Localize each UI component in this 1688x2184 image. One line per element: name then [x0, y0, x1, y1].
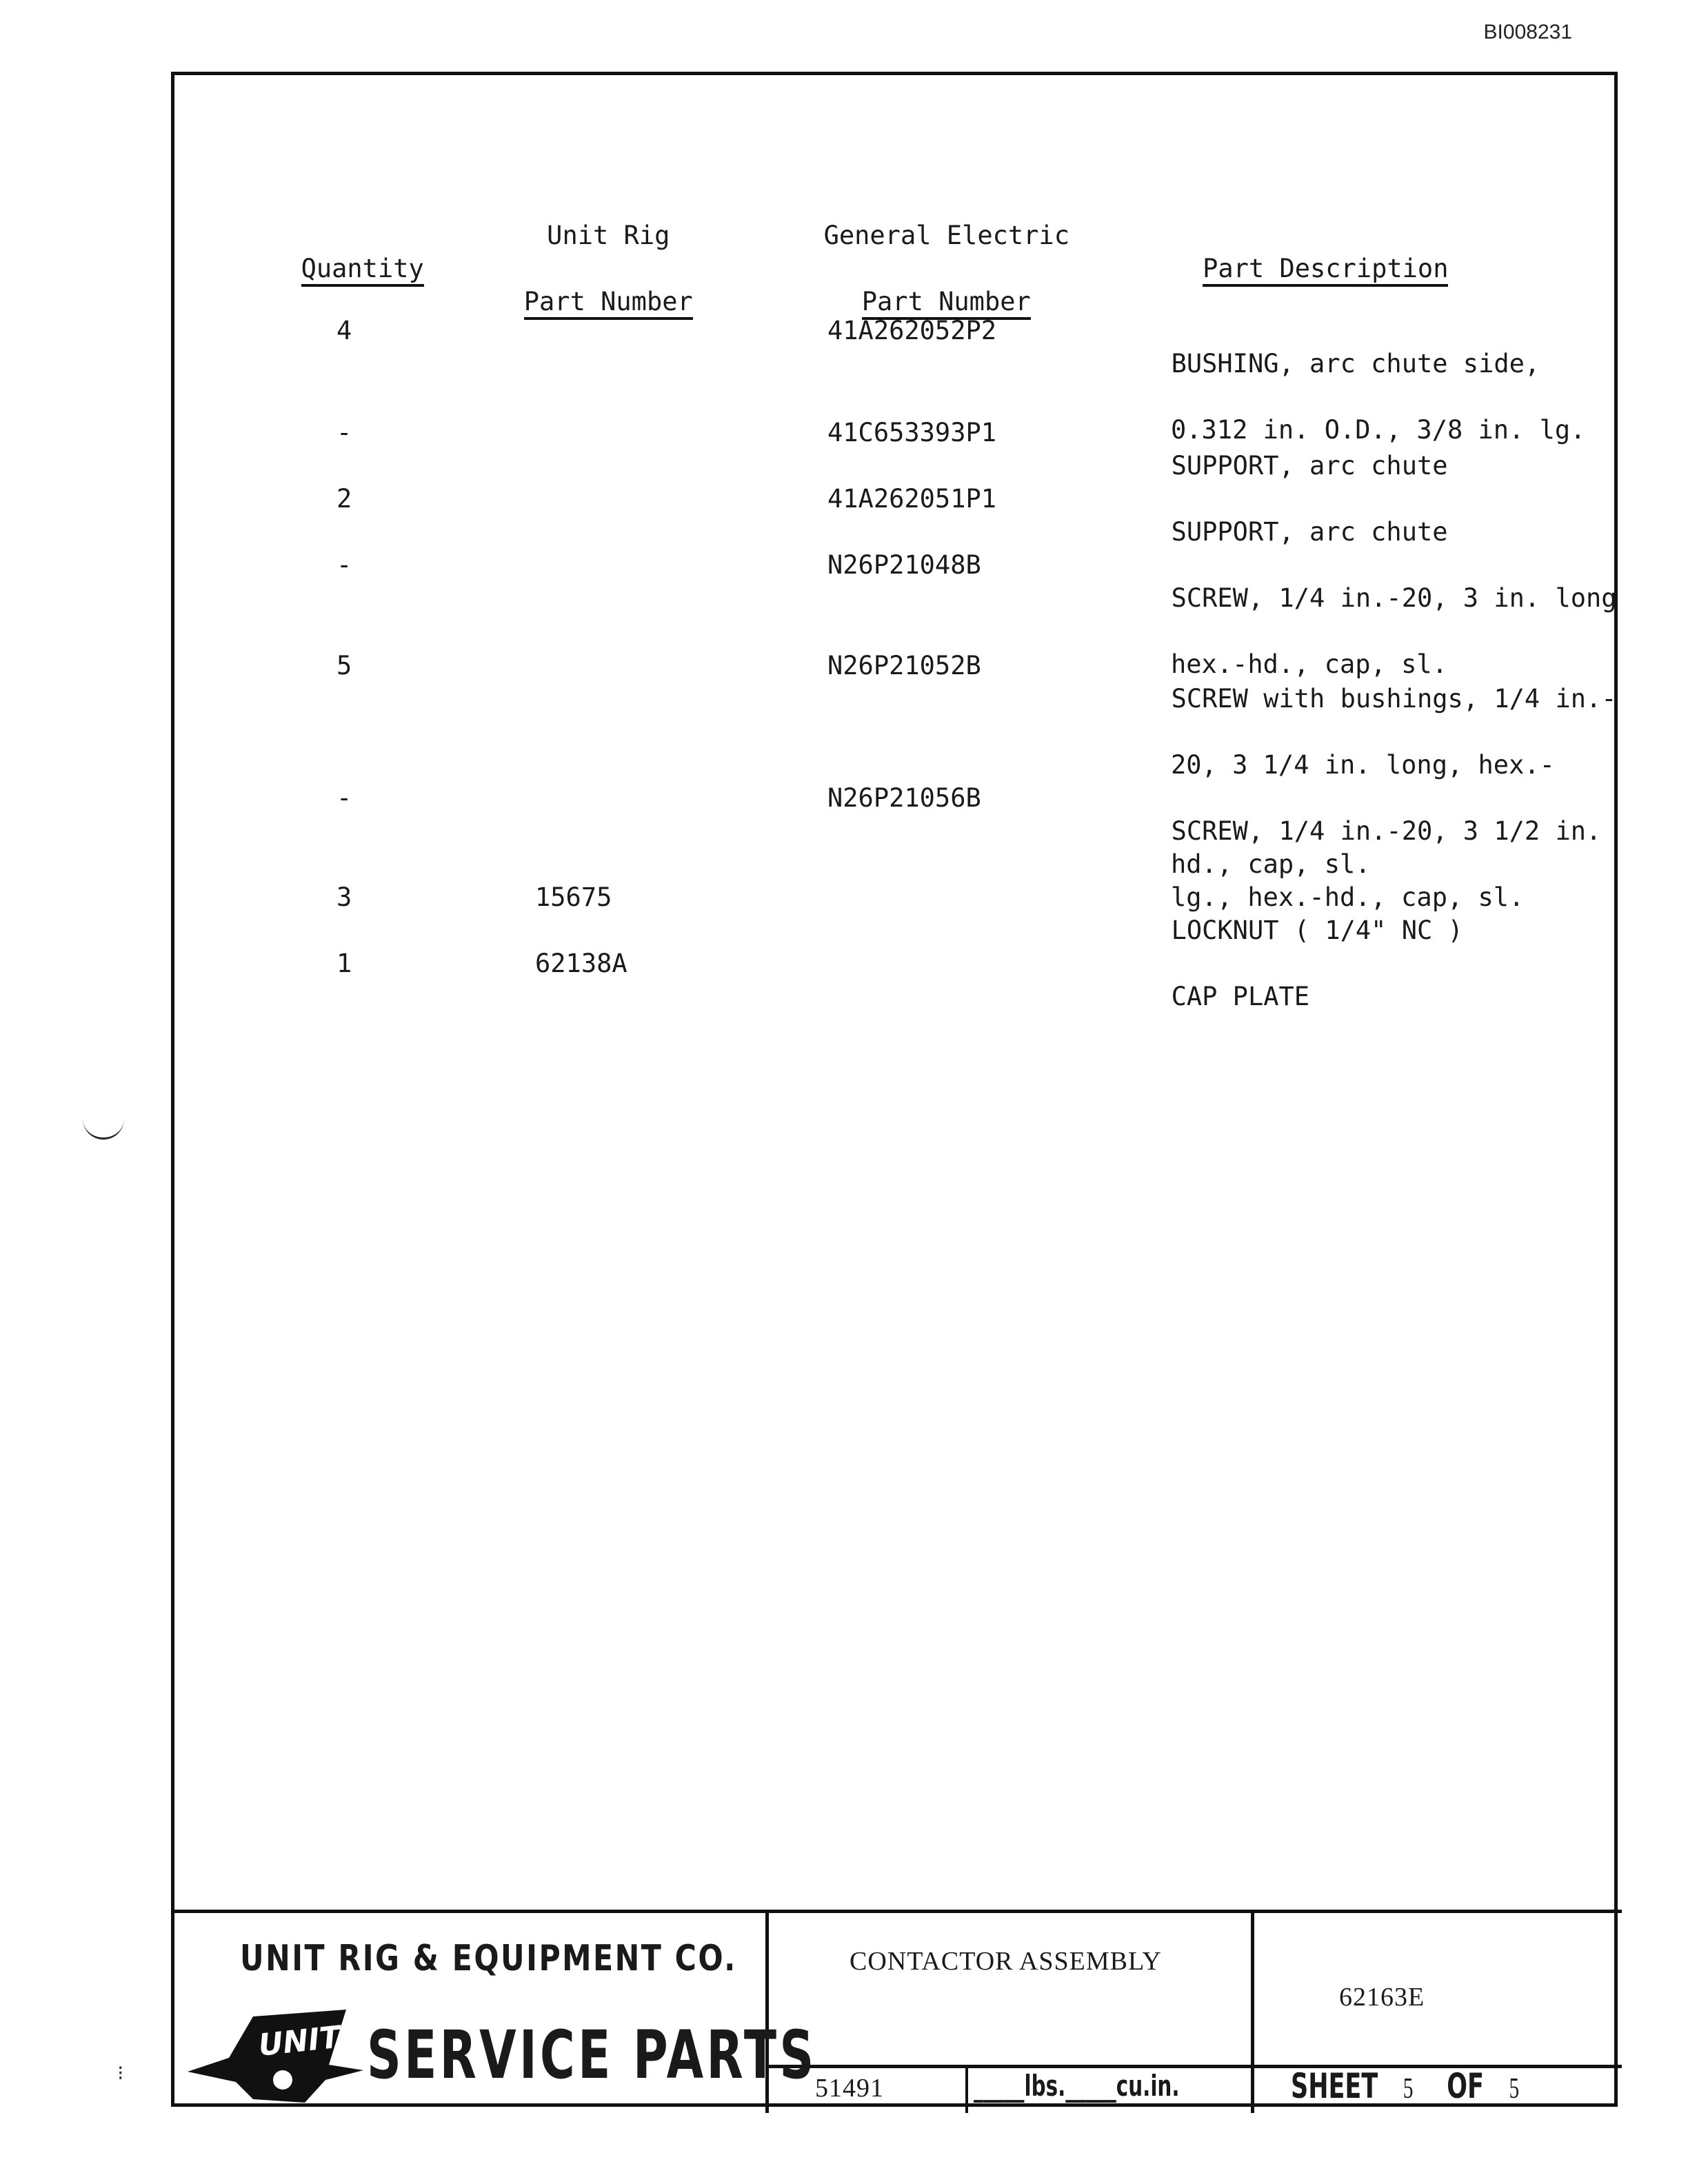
title-block: [174, 1910, 1622, 2112]
header-unit-rig: [483, 186, 703, 320]
row-description: [1141, 483, 1448, 549]
title-block-divider: [1251, 1913, 1254, 2113]
row-ge: N26P21052B: [827, 651, 981, 680]
service-parts-label: SERVICE PARTS: [367, 2016, 817, 2094]
header-description: [1165, 219, 1455, 287]
sheet-label: SHEET: [1291, 2066, 1378, 2106]
row-description: [1141, 416, 1448, 483]
header-unit-rig-line2: Part Number: [524, 287, 693, 320]
title-block-divider: [965, 2065, 968, 2113]
row-description-line1: LOCKNUT ( 1/4" NC ): [1171, 916, 1463, 945]
row-description-line1: SUPPORT, arc chute: [1171, 451, 1448, 481]
row-description: [1141, 947, 1309, 1013]
lbs-field: _____lbs.: [974, 2069, 1066, 2103]
row-ge: 41A262051P1: [827, 484, 997, 514]
row-qty: 5: [336, 651, 352, 680]
row-unit-rig: 62138A: [535, 949, 627, 978]
header-quantity: [270, 219, 424, 287]
row-description-line1: BUSHING, arc chute side,: [1171, 349, 1540, 378]
company-name: UNIT RIG & EQUIPMENT CO.: [240, 1938, 737, 1979]
row-description-line3: hd., cap, sl.: [1171, 849, 1371, 879]
assembly-part-number: 62163E: [1339, 1983, 1425, 2012]
unit-rig-logo: [188, 1989, 412, 2106]
row-description-line2: hex.-hd., cap, sl.: [1171, 649, 1447, 679]
scan-mark: [83, 1117, 124, 1140]
row-description-line1: SCREW, 1/4 in.-20, 3 1/2 in.: [1171, 816, 1602, 846]
sheet-total: 5: [1509, 2073, 1520, 2105]
row-description-line1: SUPPORT, arc chute: [1171, 517, 1448, 547]
of-label: OF: [1447, 2066, 1484, 2106]
header-quantity-label: Quantity: [301, 254, 424, 287]
assembly-name: CONTACTOR ASSEMBLY: [850, 1947, 1162, 1976]
row-qty: 4: [336, 316, 352, 345]
row-qty: 3: [336, 882, 352, 912]
row-qty: -: [336, 550, 352, 580]
weight-fields: [974, 2069, 1180, 2103]
sheet-number: 5: [1403, 2073, 1414, 2105]
svg-text:UNIT RIG: UNIT RIG: [257, 2012, 412, 2063]
row-description-line1: SCREW, 1/4 in.-20, 3 in. long: [1171, 583, 1617, 613]
row-description-line2: 0.312 in. O.D., 3/8 in. lg.: [1171, 415, 1586, 445]
header-ge: [793, 186, 1069, 320]
row-description-line2: lg., hex.-hd., cap, sl.: [1171, 882, 1525, 912]
header-ge-line1: General Electric: [823, 221, 1069, 250]
row-ge: N26P21056B: [827, 783, 981, 813]
row-description-line1: SCREW with bushings, 1/4 in.-: [1171, 684, 1617, 714]
cuin-field: _____cu.in.: [1065, 2069, 1180, 2103]
row-ge: 41C653393P1: [827, 418, 997, 447]
document-id: BI008231: [1483, 21, 1572, 43]
header-description-label: Part Description: [1203, 254, 1448, 287]
row-ge: 41A262052P2: [827, 316, 997, 345]
header-unit-rig-line1: Unit Rig: [547, 221, 670, 250]
sheet-indicator: [1291, 2066, 1519, 2106]
row-unit-rig: 15675: [535, 882, 612, 912]
row-qty: 1: [336, 949, 352, 978]
row-qty: 2: [336, 484, 352, 514]
row-qty: -: [336, 418, 352, 447]
header-ge-line2: Part Number: [862, 287, 1031, 320]
weight-reference: 51491: [815, 2074, 884, 2103]
row-description: [1141, 881, 1463, 947]
scan-dots: ⁝: [117, 2062, 124, 2085]
row-ge: N26P21048B: [827, 550, 981, 580]
row-description-line1: CAP PLATE: [1171, 982, 1310, 1011]
row-qty: -: [336, 783, 352, 813]
row-description-line2: 20, 3 1/4 in. long, hex.-: [1171, 750, 1555, 780]
